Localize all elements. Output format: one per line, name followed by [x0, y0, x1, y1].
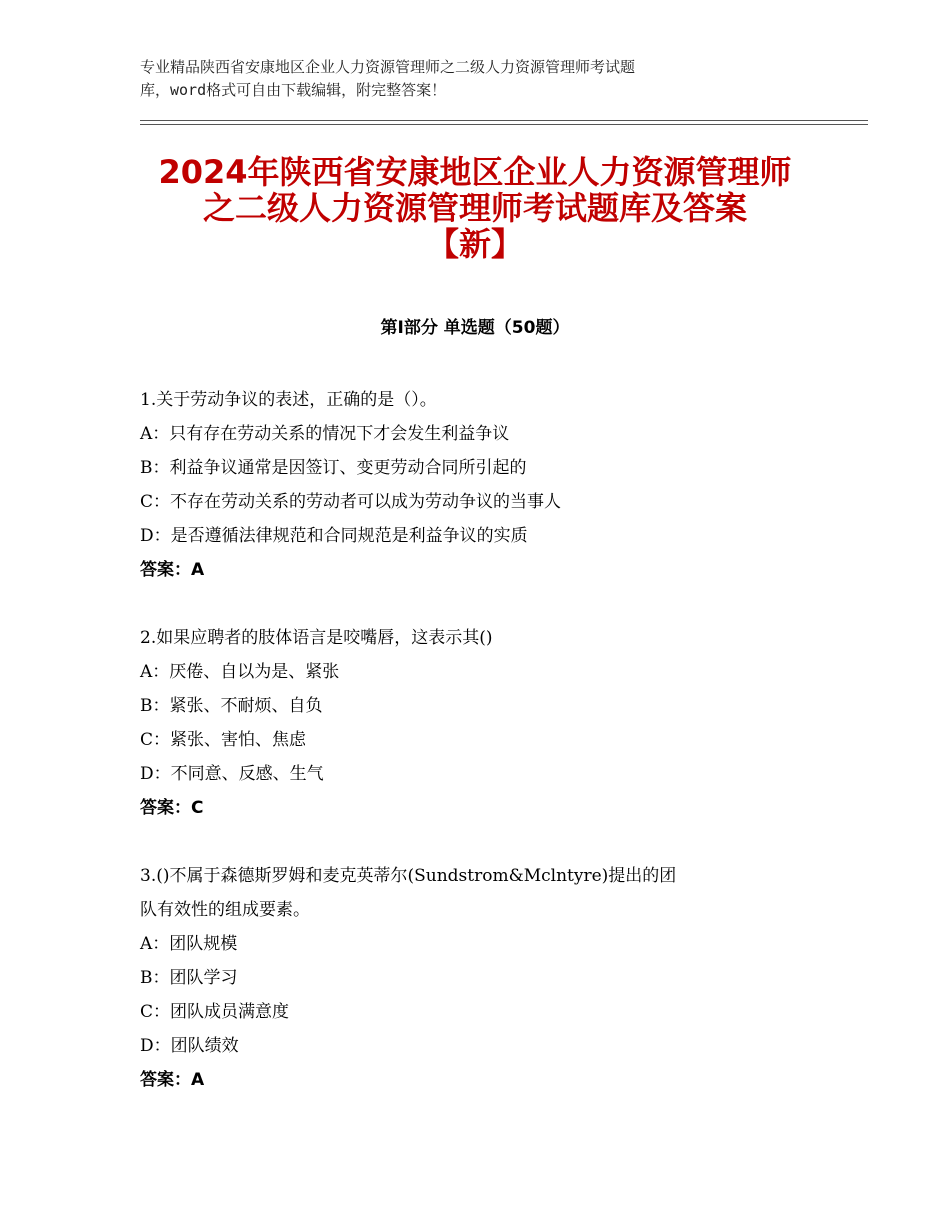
option-b: B：利益争议通常是因签订、变更劳动合同所引起的 [140, 458, 527, 478]
question-3 [140, 859, 820, 1097]
question-stem-continued: 队有效性的组成要素。 [140, 900, 310, 920]
answer-label: 答案：C [140, 798, 204, 818]
option-d: D：是否遵循法律规范和合同规范是利益争议的实质 [140, 526, 528, 546]
header-divider [140, 120, 868, 121]
title-line: 【新】 [426, 225, 523, 263]
question-stem: 3.()不属于森德斯罗姆和麦克英蒂尔(Sundstrom&Mclntyre)提出的团 [140, 866, 677, 886]
section-heading: 第Ⅰ部分 单选题（50题） [380, 318, 570, 338]
header-note-line: 库，word格式可自由下载编辑，附完整答案！ [140, 81, 447, 99]
question-stem: 2.如果应聘者的肢体语言是咬嘴唇，这表示其() [140, 628, 493, 648]
title-line: 之二级人力资源管理师考试题库及答案 [202, 189, 747, 227]
answer-label: 答案：A [140, 1070, 205, 1090]
option-c: C：紧张、害怕、焦虑 [140, 730, 307, 750]
option-a: A：厌倦、自以为是、紧张 [140, 662, 340, 682]
option-b: B：团队学习 [140, 968, 238, 988]
option-d: D：团队绩效 [140, 1036, 239, 1056]
header-note-line: 专业精品陕西省安康地区企业人力资源管理师之二级人力资源管理师考试题 [140, 58, 636, 76]
header-divider [140, 124, 868, 125]
title-line: 2024年陕西省安康地区企业人力资源管理师 [158, 153, 792, 191]
question-2 [140, 621, 820, 825]
option-d: D：不同意、反感、生气 [140, 764, 324, 784]
question-1 [140, 383, 820, 587]
option-c: C：不存在劳动关系的劳动者可以成为劳动争议的当事人 [140, 492, 562, 512]
option-a: A：只有存在劳动关系的情况下才会发生利益争议 [140, 424, 510, 444]
question-stem: 1.关于劳动争议的表述，正确的是（）。 [140, 390, 437, 410]
answer-label: 答案：A [140, 560, 205, 580]
question-list [140, 383, 820, 1131]
option-a: A：团队规模 [140, 934, 238, 954]
option-b: B：紧张、不耐烦、自负 [140, 696, 323, 716]
document-title [100, 154, 850, 262]
header-note [140, 56, 780, 102]
option-c: C：团队成员满意度 [140, 1002, 290, 1022]
